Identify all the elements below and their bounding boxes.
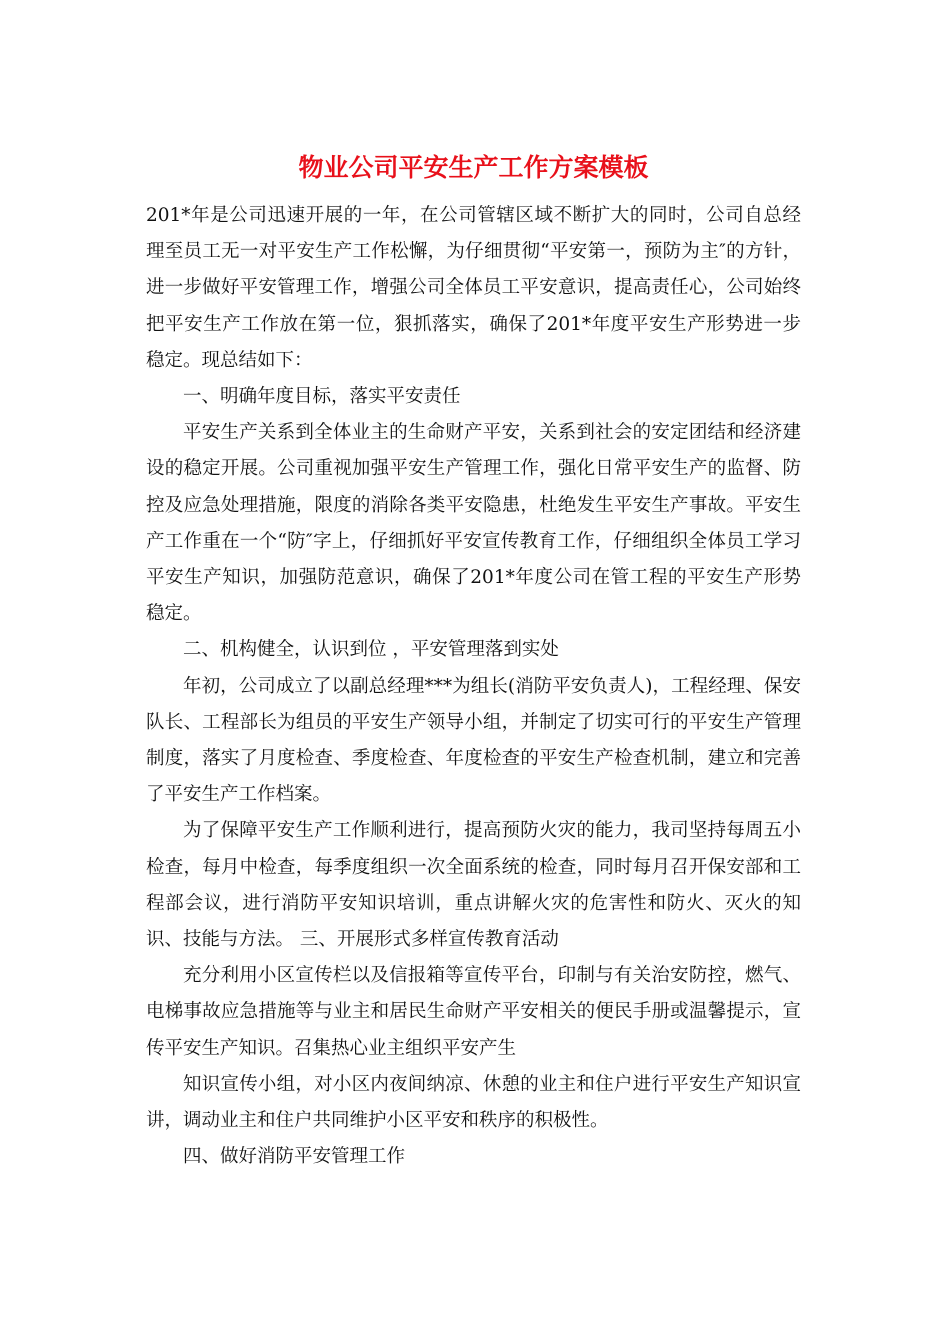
section-heading-2: 二、机构健全，认识到位 ，平安管理落到实处 [183,639,559,661]
paragraph: 充分利用小区宣传栏以及信报箱等宣传平台，印制与有关治安防控，燃气、电梯事故应急措施等与业主和居民生命财产平安相关的便民手册或温馨提示，宣传平安生产知识。召集热心业主组织平安产生 [146,965,801,1059]
paragraph: 年初，公司成立了以副总经理***为组长(消防平安负责人)，工程经理、保安队长、工程部长为组员的平安生产领导小组，并制定了切实可行的平安生产管理制度，落实了月度检查、季度检查、年度检查的平安生产检查机制，建立和完善了平安生产工作档案。 [146,675,801,806]
paragraph-intro: 201*年是公司迅速开展的一年，在公司管辖区域不断扩大的同时，公司自总经理至员工无一对平安生产工作松懈，为仔细贯彻“平安第一，预防为主″的方针，进一步做好平安管理工作，增强公司全体员工平安意识，提高责任心，公司始终把平安生产工作放在第一位，狠抓落实，确保了201*年度平安生产形势进一步稳定。现总结如下： [146,205,801,371]
document-title: 物业公司平安生产工作方案模板 [298,153,649,182]
paragraph: 为了保障平安生产工作顺利进行，提高预防火灾的能力，我司坚持每周五小检查，每月中检查，每季度组织一次全面系统的检查，同时每月召开保安部和工程部会议，进行消防平安知识培训，重点讲解火灾的危害性和防火、灭火的知识、技能与方法。 三、开展形式多样宣传教育活动 [146,820,801,951]
document-page [146,148,801,1175]
section-heading-4: 四、做好消防平安管理工作 [183,1146,406,1168]
paragraph: 平安生产关系到全体业主的生命财产平安，关系到社会的安定团结和经济建设的稳定开展。公司重视加强平安生产管理工作，强化日常平安生产的监督、防控及应急处理措施，限度的消除各类平安隐患，杜绝发生平安生产事故。平安生产工作重在一个“防″字上，仔细抓好平安宣传教育工作，仔细组织全体员工学习平安生产知识，加强防范意识，确保了201*年度公司在管工程的平安生产形势稳定。 [146,422,801,625]
paragraph: 知识宣传小组，对小区内夜间纳凉、休憩的业主和住户进行平安生产知识宣讲，调动业主和住户共同维护小区平安和秩序的积极性。 [146,1073,801,1132]
document-body [146,198,801,1175]
section-heading-1: 一、明确年度目标，落实平安责任 [183,386,461,408]
